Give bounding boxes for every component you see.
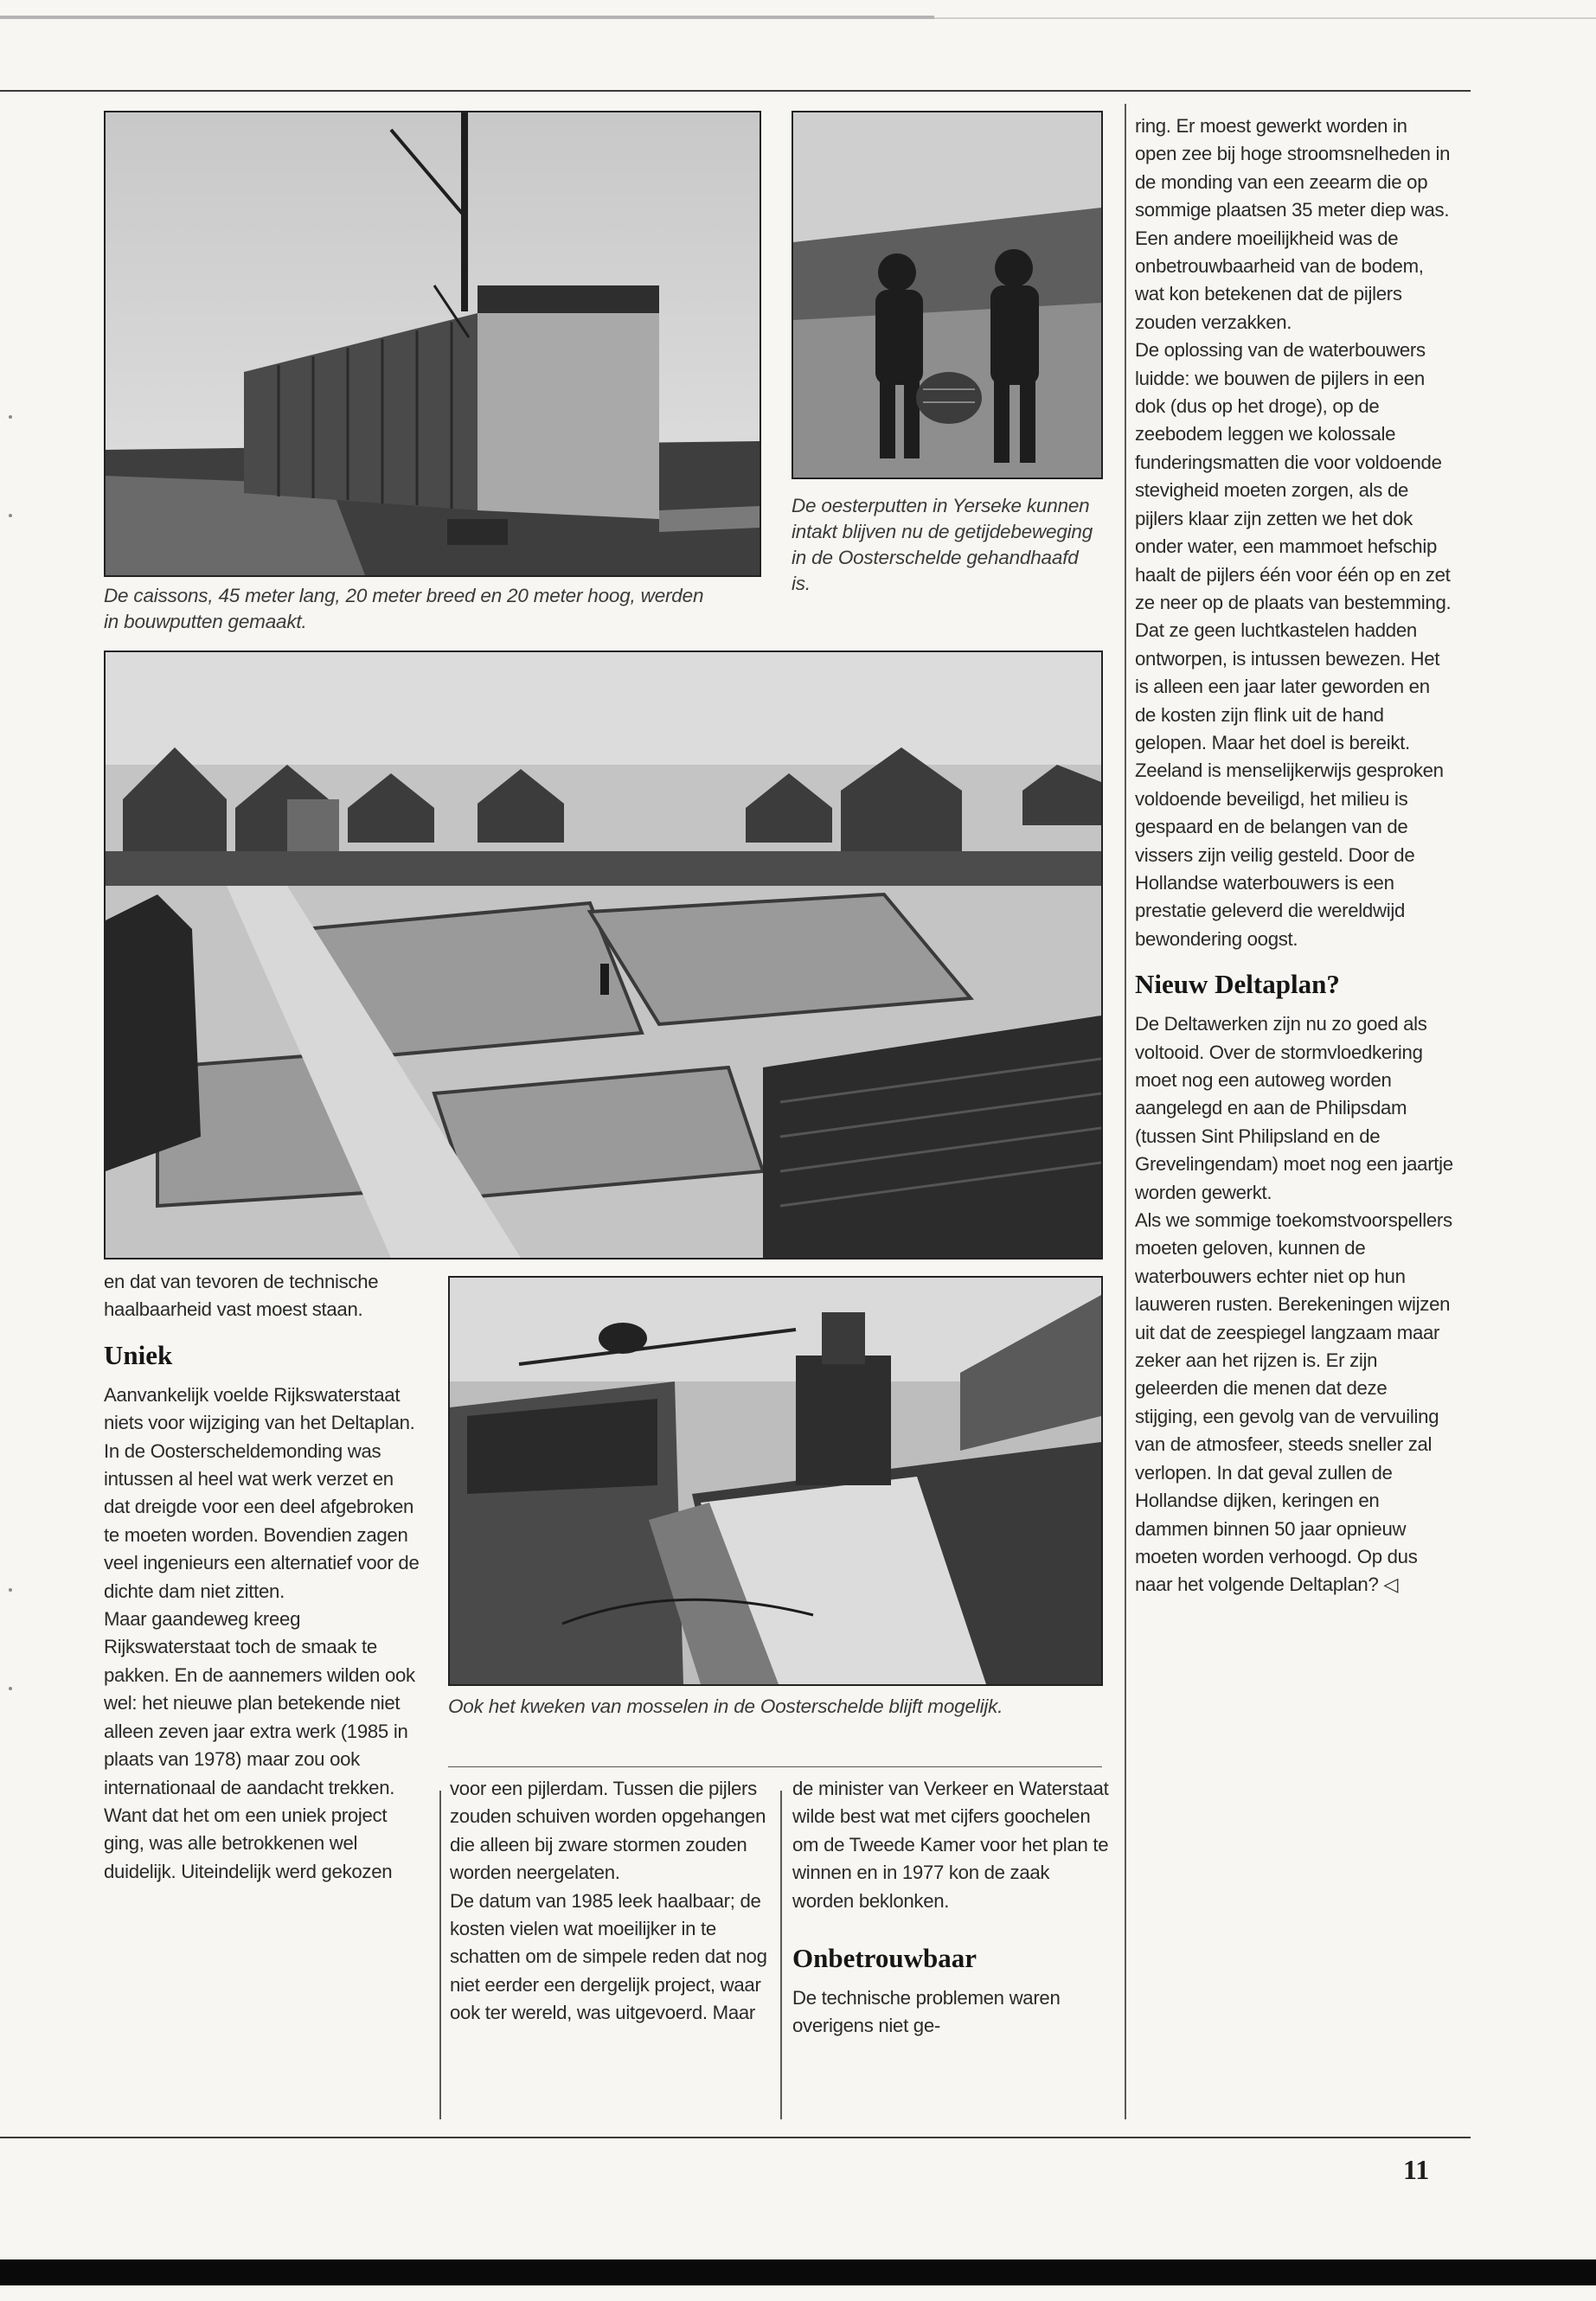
column-rule [439, 1791, 441, 2119]
margin-dot [9, 415, 12, 419]
column-left [104, 1268, 422, 1886]
column-rule [1125, 104, 1126, 2119]
paragraph: De Deltawerken zijn nu zo goed als voltooid. Over de stormvloedkering moet nog een autoweg worden aangelegd en aan de Philipsdam (tussen Sint Philipsland en de Grevelingendam) moet nog een jaartje worden gewerkt. [1135, 1013, 1453, 1203]
margin-dot [9, 1588, 12, 1592]
oyster-workers-photo [792, 111, 1103, 479]
bottom-band [0, 2259, 1596, 2285]
paragraph: de minister van Verkeer en Waterstaat wilde best wat met cijfers goochelen om de Tweede Kamer voor het plan te winnen en in 1977 kon de zaak worden beklonken. [792, 1778, 1109, 1912]
oyster-pits-yerseke-photo [104, 651, 1103, 1259]
paragraph: De datum van 1985 leek haalbaar; de kosten vielen wat moeilijker in te schatten om de simpele reden dat nog niet eerder een dergelijk project, waar ook ter wereld, was uitgevoerd. Maar [450, 1889, 767, 2024]
page-number: 11 [1403, 2154, 1430, 2185]
top-rule [0, 16, 934, 19]
paragraph: De oplossing van de waterbouwers luidde: we bouwen de pijlers in een dok (dus op het droge), op de zeebodem leggen we kolossale funderingsmatten die voor voldoende stevigheid moeten zorgen, als de pijlers klaar zijn zetten we het dok onder water, een mammoet hefschip haalt de pijlers één voor één op en zet ze neer op de plaats van bestemming. [1135, 339, 1452, 613]
section-heading-uniek: Uniek [104, 1339, 173, 1370]
margin-dot [9, 1687, 12, 1690]
paragraph: Aanvankelijk voelde Rijkswaterstaat niets voor wijziging van het Deltaplan. In de Oosterscheldemonding was intussen al heel wat werk verzet en dat dreigde voor een deel afgebroken te moeten worden. Bovendien zagen veel ingenieurs een alternatief voor de dichte dam niet zitten. [104, 1383, 420, 1602]
mussel-cultivation-photo [448, 1276, 1103, 1686]
caisson-construction-photo [104, 111, 761, 577]
caption-rule [448, 1766, 1102, 1767]
paragraph: Maar gaandeweg kreeg Rijkswaterstaat toch de smaak te pakken. En de aannemers wilden ook wel: het nieuwe plan betekende niet alleen zeven jaar extra werk (1985 in plaats van 1978) maar zou ook internationaal de aandacht trekken. Want dat het om een uniek project ging, was alle betrokkenen wel duidelijk. Uiteindelijk werd gekozen [104, 1608, 415, 1882]
paragraph: Dat ze geen luchtkastelen hadden ontworpen, is intussen bewezen. Het is alleen een jaar later geworden en de kosten zijn flink uit de hand gelopen. Maar het doel is bereikt. Zeeland is menselijkerwijs gesproken voldoende beveiligd, het milieu is gespaard en de belangen van de vissers zijn veilig gesteld. Door de Hollandse waterbouwers is een prestatie geleverd die wereldwijd bewondering oogst. [1135, 619, 1444, 950]
margin-dot [9, 514, 12, 517]
column-middle-2 [792, 1775, 1111, 2041]
caption-caissons: De caissons, 45 meter lang, 20 meter breed en 20 meter hoog, werden in bouwputten gemaakt. [104, 585, 704, 632]
top-rule-right [934, 17, 1596, 19]
paragraph: ring. Er moest gewerkt worden in open zee bij hoge stroomsnelheden in de monding van een zeearm die op sommige plaatsen 35 meter diep was. Een andere moeilijkheid was de onbetrouwbaarheid van de bodem, wat kon betekenen dat de pijlers zouden verzakken. [1135, 115, 1451, 333]
caption-oesterputten: De oesterputten in Yerseke kunnen intakt blijven nu de getijdebeweging in de Oosterschelde gehandhaafd is. [792, 495, 1093, 594]
section-heading-onbetrouwbaar: Onbetrouwbaar [792, 1943, 977, 1974]
caption-mosselen: Ook het kweken van mosselen in de Oosterschelde blijft mogelijk. [448, 1695, 1003, 1717]
header-rule [0, 90, 1471, 92]
end-mark-icon: ◁ [1383, 1574, 1399, 1596]
paragraph-text: Als we sommige toekomstvoorspellers moeten geloven, kunnen de waterbouwers echter niet op hun lauweren rusten. Berekeningen wijzen uit dat de zeespiegel langzaam maar zeker aan het rijzen is. Er zijn geleerden die menen dat deze stijging, een gevolg van de vervuiling van de atmosfeer, steeds sneller zal verlopen. In dat geval zullen de Hollandse dijken, keringen en dammen binnen 50 jaar opnieuw moeten worden verhoogd. Op dus naar het volgende Deltaplan? [1135, 1209, 1452, 1596]
paragraph [1135, 1207, 1453, 1599]
footer-rule [0, 2137, 1471, 2138]
paragraph: en dat van tevoren de technische haalbaarheid vast moest staan. [104, 1271, 379, 1321]
paragraph: voor een pijlerdam. Tussen die pijlers zouden schuiven worden opgehangen die alleen bij zware stormen zouden worden neergelaten. [450, 1778, 766, 1884]
column-middle-1 [450, 1775, 768, 2028]
column-right [1135, 112, 1453, 1599]
section-heading-nieuw-deltaplan: Nieuw Deltaplan? [1135, 969, 1340, 1000]
column-rule [780, 1791, 782, 2119]
paragraph: De technische problemen waren overigens niet ge- [792, 1987, 1061, 2037]
